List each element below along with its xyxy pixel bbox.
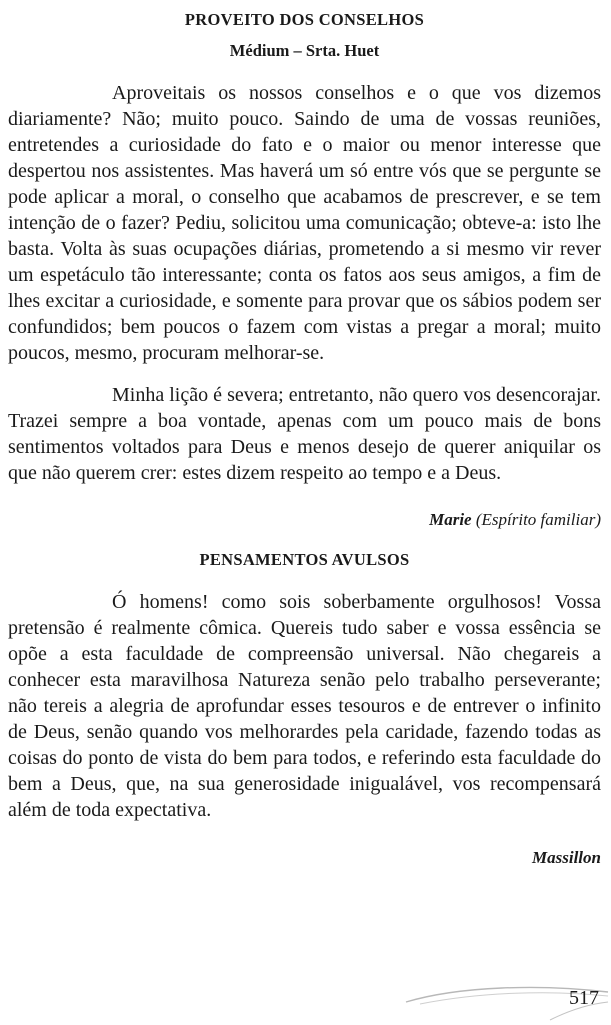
section-title-pensamentos: PENSAMENTOS AVULSOS	[199, 550, 410, 569]
signature-massillon: Massillon	[532, 848, 601, 867]
paragraph-3: Ó homens! como sois soberbamente orgulhosos! Vossa pretensão é realmente cômica. Quereis tudo saber e vossa essência se opõe a esta faculdade de compreensão universal. Não chegareis a conhecer esta maravilhosa Natureza senão pelo trabalho perseverante; não tereis a alegria de aprofundar esses tesouros e de entrever o infinito de Deus, senão quando vos melhorardes pela caridade, fazendo todas as coisas do ponto de vista do bem para todos, e referindo esta faculdade do bem a Deus, que, na sua generosidade inigualável, vos recompensará além de toda expectativa.	[8, 591, 601, 821]
paragraph-2: Minha lição é severa; entretanto, não quero vos desencorajar. Trazei sempre a boa vontade, apenas com um pouco mais de bons sentimentos voltados para Deus e menos desejo de querer aniquilar os que não querem crer: estes dizem respeito ao tempo e a Deus.	[8, 384, 601, 484]
page-footer	[400, 980, 611, 1025]
medium-subtitle: Médium – Srta. Huet	[229, 41, 380, 60]
page-number: 517	[569, 987, 599, 1009]
document-page	[8, 0, 601, 868]
signature-name: Marie	[429, 510, 472, 529]
section-title-proveito: PROVEITO DOS CONSELHOS	[184, 10, 425, 29]
paragraph-1: Aproveitais os nossos conselhos e o que vos dizemos diariamente? Não; muito pouco. Saindo de uma de vossas reuniões, entretendes a curiosidade do fato e o maior ou menor interesse que despertou nos assistentes. Mas haverá um só entre vós que se pergunte se pode aplicar a moral, o conselho que acabamos de prescrever, e se tem intenção de o fazer? Pediu, solicitou uma comunicação; obteve-a: isto lhe basta. Volta às suas ocupações diárias, prometendo a si mesmo vir rever um espetáculo tão interessante; conta os fatos aos seus amigos, a fim de lhes excitar a curiosidade, e somente para provar que os sábios podem ser confundidos; bem poucos o fazem com vistas a pregar a moral; muito poucos, mesmo, procuram melhorar-se.	[8, 82, 601, 364]
signature-marie	[8, 510, 601, 530]
signature-role: (Espírito familiar)	[475, 510, 601, 529]
